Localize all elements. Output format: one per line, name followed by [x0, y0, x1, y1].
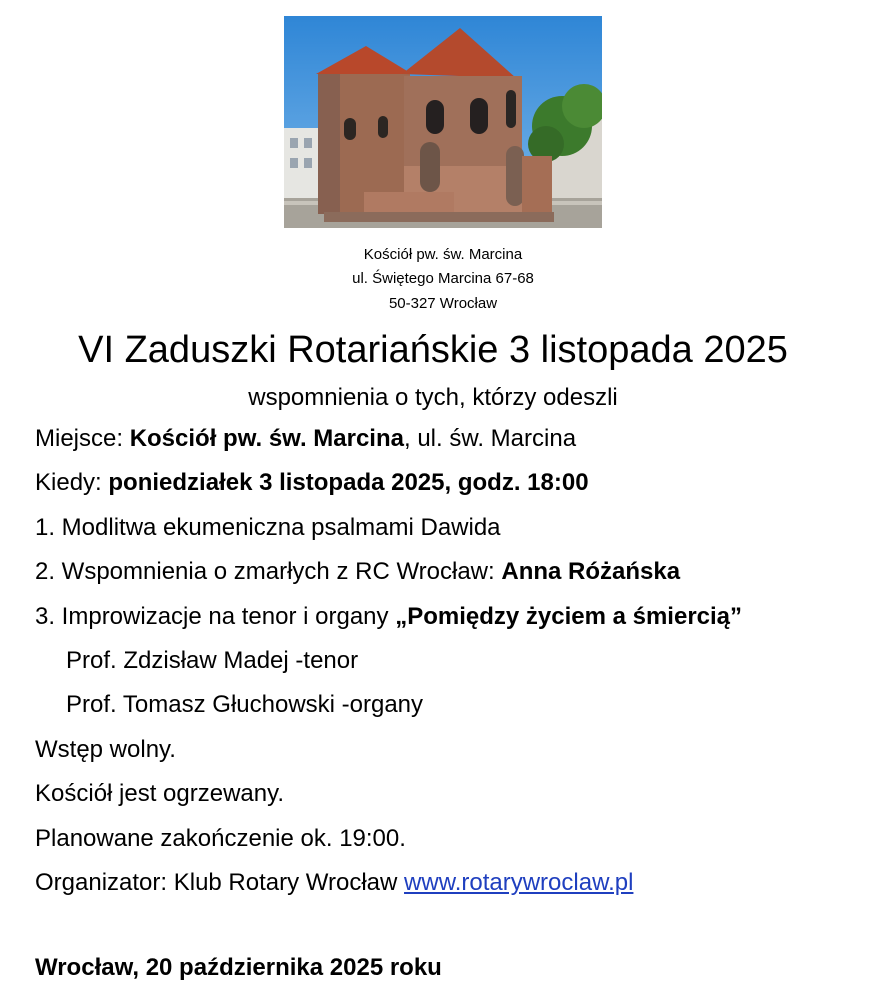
improvisation-title: „Pomiędzy życiem a śmiercią” — [395, 603, 743, 630]
page-title: VI Zaduszki Rotariańskie 3 listopada 2025 — [78, 329, 788, 371]
program-item-1: 1. Modlitwa ekumeniczna psalmami Dawida — [35, 514, 501, 541]
organizer-label: Organizator: Klub Rotary Wrocław — [35, 869, 405, 896]
caption-postcode-city: 50-327 Wrocław — [388, 295, 498, 312]
caption-street: ul. Świętego Marcina 67-68 — [352, 270, 534, 287]
entry-note: Wstęp wolny. — [35, 736, 176, 763]
performer-tenor: Prof. Zdzisław Madej -tenor — [66, 647, 359, 674]
performer-organ: Prof. Tomasz Głuchowski -organy — [66, 691, 424, 718]
place-line — [35, 423, 576, 455]
program-item-3-text: 3. Improwizacje na tenor i organy — [35, 603, 396, 630]
church-photo — [284, 16, 602, 228]
heating-note: Kościół jest ogrzewany. — [35, 780, 284, 807]
place-label: Miejsce: — [35, 425, 130, 452]
footer-date — [35, 952, 442, 984]
footer-date-text: Wrocław, 20 października 2025 roku — [35, 954, 442, 981]
place-street: , ul. św. Marcina — [403, 425, 577, 452]
page-subtitle: wspomnienia o tych, którzy odeszli — [248, 384, 618, 411]
when-label: Kiedy: — [35, 469, 109, 496]
remembered-name: Anna Różańska — [501, 558, 681, 585]
when-line — [35, 467, 589, 499]
program-item-2-text: 2. Wspomnienia o zmarłych z RC Wrocław: — [35, 558, 502, 585]
organizer-line — [35, 867, 633, 899]
program-item-2 — [35, 556, 680, 588]
program-item-3 — [35, 601, 742, 633]
caption-church-name: Kościół pw. św. Marcina — [363, 246, 523, 263]
organizer-website-link[interactable]: www.rotarywroclaw.pl — [404, 869, 634, 896]
when-value: poniedziałek 3 listopada 2025, godz. 18:00 — [108, 469, 589, 496]
ending-note: Planowane zakończenie ok. 19:00. — [35, 825, 406, 852]
place-name: Kościół pw. św. Marcina — [129, 425, 404, 452]
